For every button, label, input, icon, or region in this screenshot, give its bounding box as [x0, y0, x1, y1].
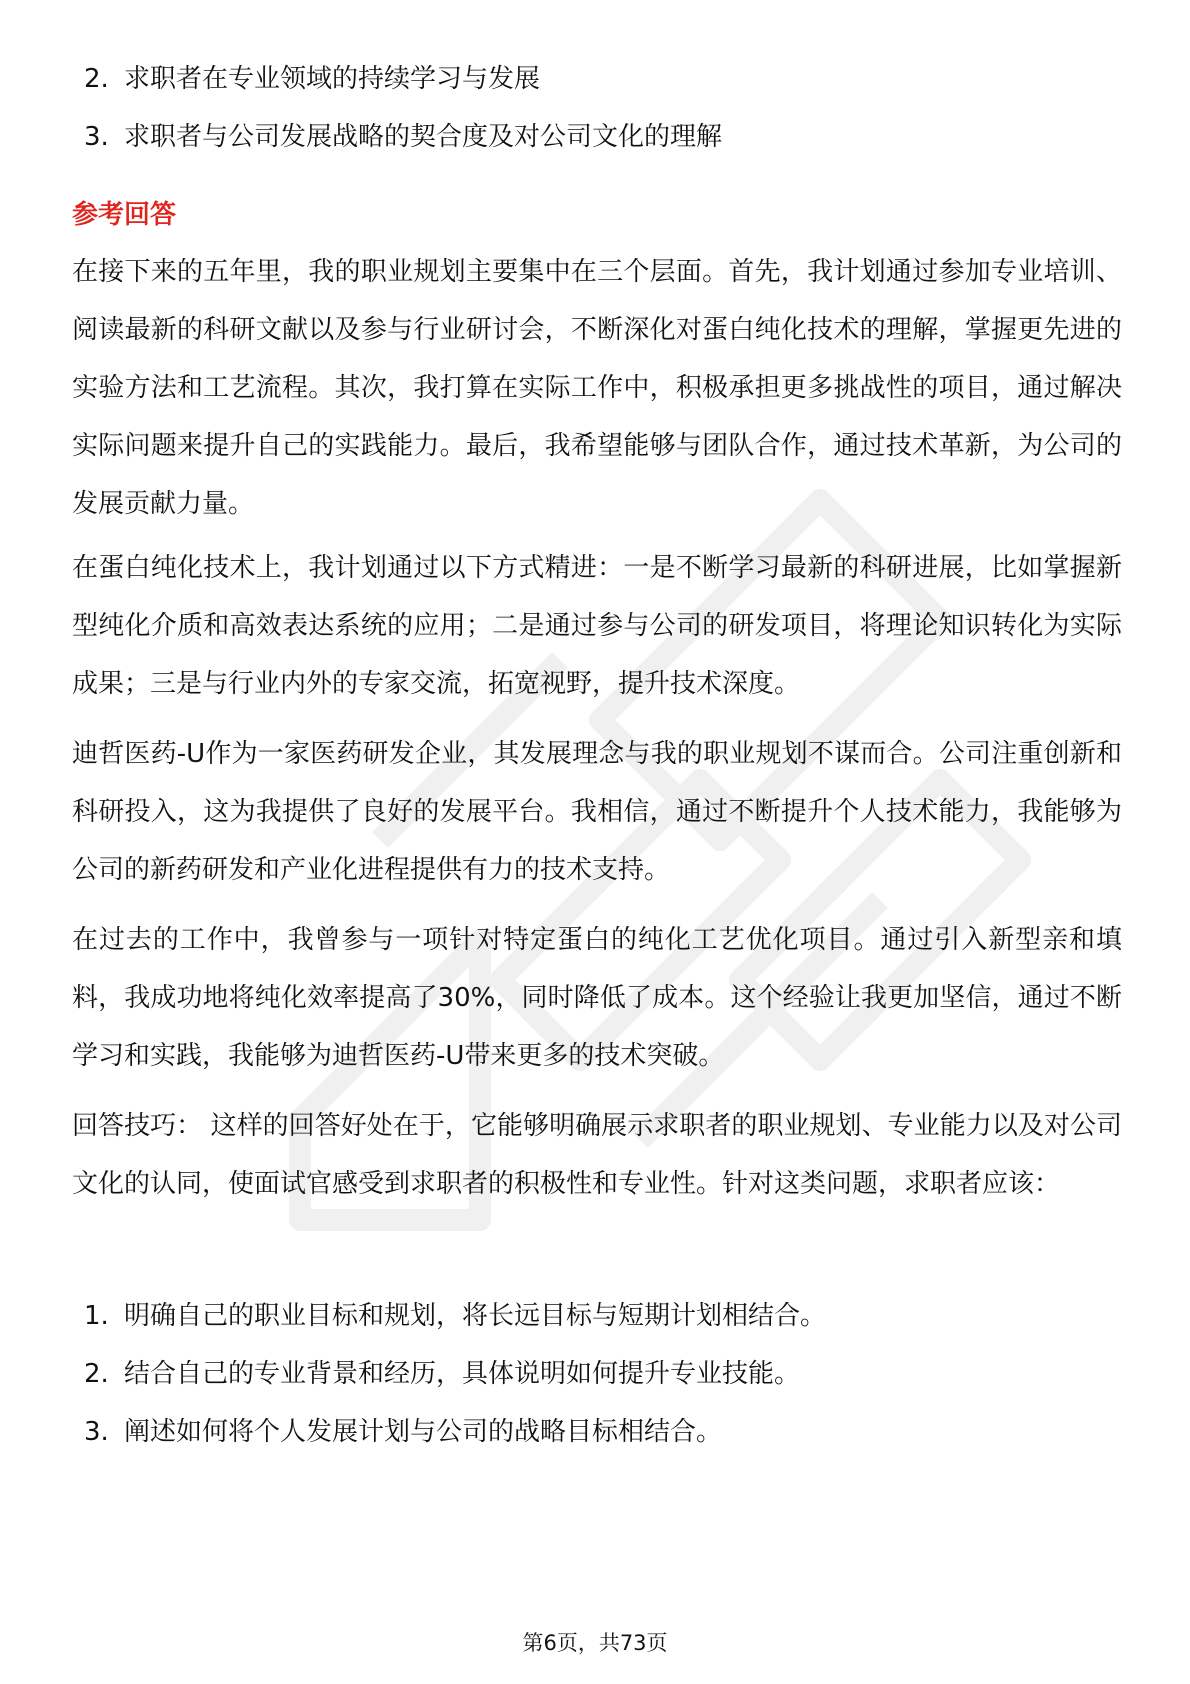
- list-item: [84, 1345, 826, 1403]
- list-item: [84, 1287, 826, 1345]
- list-text: 明确自己的职业目标和规划，将长远目标与短期计划相结合。: [124, 1301, 827, 1331]
- list-text: 求职者与公司发展战略的契合度及对公司文化的理解: [124, 122, 723, 152]
- list-number: 3.: [84, 122, 109, 152]
- criteria-list: [84, 50, 722, 166]
- paragraph: 在接下来的五年里，我的职业规划主要集中在三个层面。首先，我计划通过参加专业培训、阅读最新的科研文献以及参与行业研讨会，不断深化对蛋白纯化技术的理解，掌握更先进的实验方法和工艺流程。其次，我打算在实际工作中，积极承担更多挑战性的项目，通过解决实际问题来提升自己的实践能力。最后，我希望能够与团队合作，通过技术革新，为公司的发展贡献力量。: [72, 257, 1122, 519]
- page-footer: 第6页，共73页: [522, 1631, 668, 1655]
- list-text: 结合自己的专业背景和经历，具体说明如何提升专业技能。: [124, 1359, 801, 1389]
- paragraph: 迪哲医药-U作为一家医药研发企业，其发展理念与我的职业规划不谋而合。公司注重创新和科研投入，这为我提供了良好的发展平台。我相信，通过不断提升个人技术能力，我能够为公司的新药研发和产业化进程提供有力的技术支持。: [72, 739, 1122, 885]
- list-item: [84, 108, 722, 166]
- list-text: 求职者在专业领域的持续学习与发展: [124, 64, 541, 94]
- paragraph: 在蛋白纯化技术上，我计划通过以下方式精进：一是不断学习最新的科研进展，比如掌握新型纯化介质和高效表达系统的应用；二是通过参与公司的研发项目，将理论知识转化为实际成果；三是与行业内外的专家交流，拓宽视野，提升技术深度。: [72, 553, 1122, 699]
- paragraph: 在过去的工作中，我曾参与一项针对特定蛋白的纯化工艺优化项目。通过引入新型亲和填料，我成功地将纯化效率提高了30%，同时降低了成本。这个经验让我更加坚信，通过不断学习和实践，我能够为迪哲医药-U带来更多的技术突破。: [72, 925, 1122, 1071]
- tips-list: [84, 1287, 826, 1461]
- list-item: [84, 50, 722, 108]
- list-number: 2.: [84, 64, 109, 94]
- list-number: 3.: [84, 1417, 109, 1447]
- list-number: 2.: [84, 1359, 109, 1389]
- list-text: 阐述如何将个人发展计划与公司的战略目标相结合。: [124, 1417, 723, 1447]
- list-number: 1.: [84, 1301, 109, 1331]
- list-item: [84, 1403, 826, 1461]
- answer-tips: 回答技巧： 这样的回答好处在于，它能够明确展示求职者的职业规划、专业能力以及对公司文化的认同，使面试官感受到求职者的积极性和专业性。针对这类问题，求职者应该：: [72, 1111, 1122, 1199]
- answer-heading: 参考回答: [72, 200, 177, 230]
